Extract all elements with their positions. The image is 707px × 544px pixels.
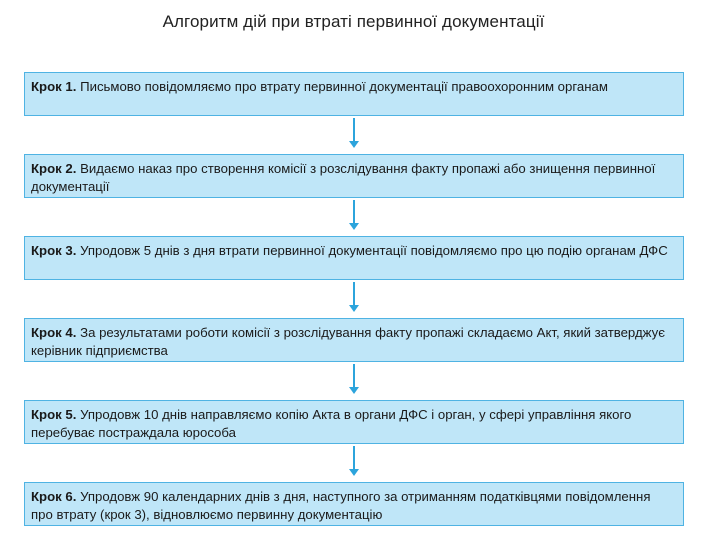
step-6-label: Крок 6. (31, 489, 77, 504)
step-4-label: Крок 4. (31, 325, 77, 340)
flow-arrow-5 (353, 446, 355, 470)
step-1-label: Крок 1. (31, 79, 77, 94)
step-4-text: За результатами роботи комісії з розслідування факту пропажі складаємо Акт, який затверджує керівник підприємства (31, 325, 665, 358)
flow-arrow-1 (353, 118, 355, 142)
step-5-text: Упродовж 10 днів направляємо копію Акта в органи ДФС і орган, у сфері управління якого перебуває постраждала юрособа (31, 407, 632, 440)
step-5-label: Крок 5. (31, 407, 77, 422)
step-6-box (24, 482, 684, 526)
step-6-text: Упродовж 90 календарних днів з дня, наступного за отриманням податківцями повідомлення про втрату (крок 3), відновлюємо первинну документацію (31, 489, 651, 522)
step-2-label: Крок 2. (31, 161, 77, 176)
step-5-box (24, 400, 684, 444)
step-2-box (24, 154, 684, 198)
step-3-label: Крок 3. (31, 243, 77, 258)
step-1-text: Письмово повідомляємо про втрату первинної документації правоохоронним органам (76, 79, 608, 94)
flow-arrow-3 (353, 282, 355, 306)
flow-arrow-2 (353, 200, 355, 224)
step-3-text: Упродовж 5 днів з дня втрати первинної документації повідомляємо про цю подію органам ДФС (76, 243, 668, 258)
step-2-text: Видаємо наказ про створення комісії з розслідування факту пропажі або знищення первинної документації (31, 161, 656, 194)
step-1-box (24, 72, 684, 116)
page-title: Алгоритм дій при втраті первинної документації (162, 12, 545, 31)
flow-arrow-4 (353, 364, 355, 388)
step-3-box (24, 236, 684, 280)
step-4-box (24, 318, 684, 362)
